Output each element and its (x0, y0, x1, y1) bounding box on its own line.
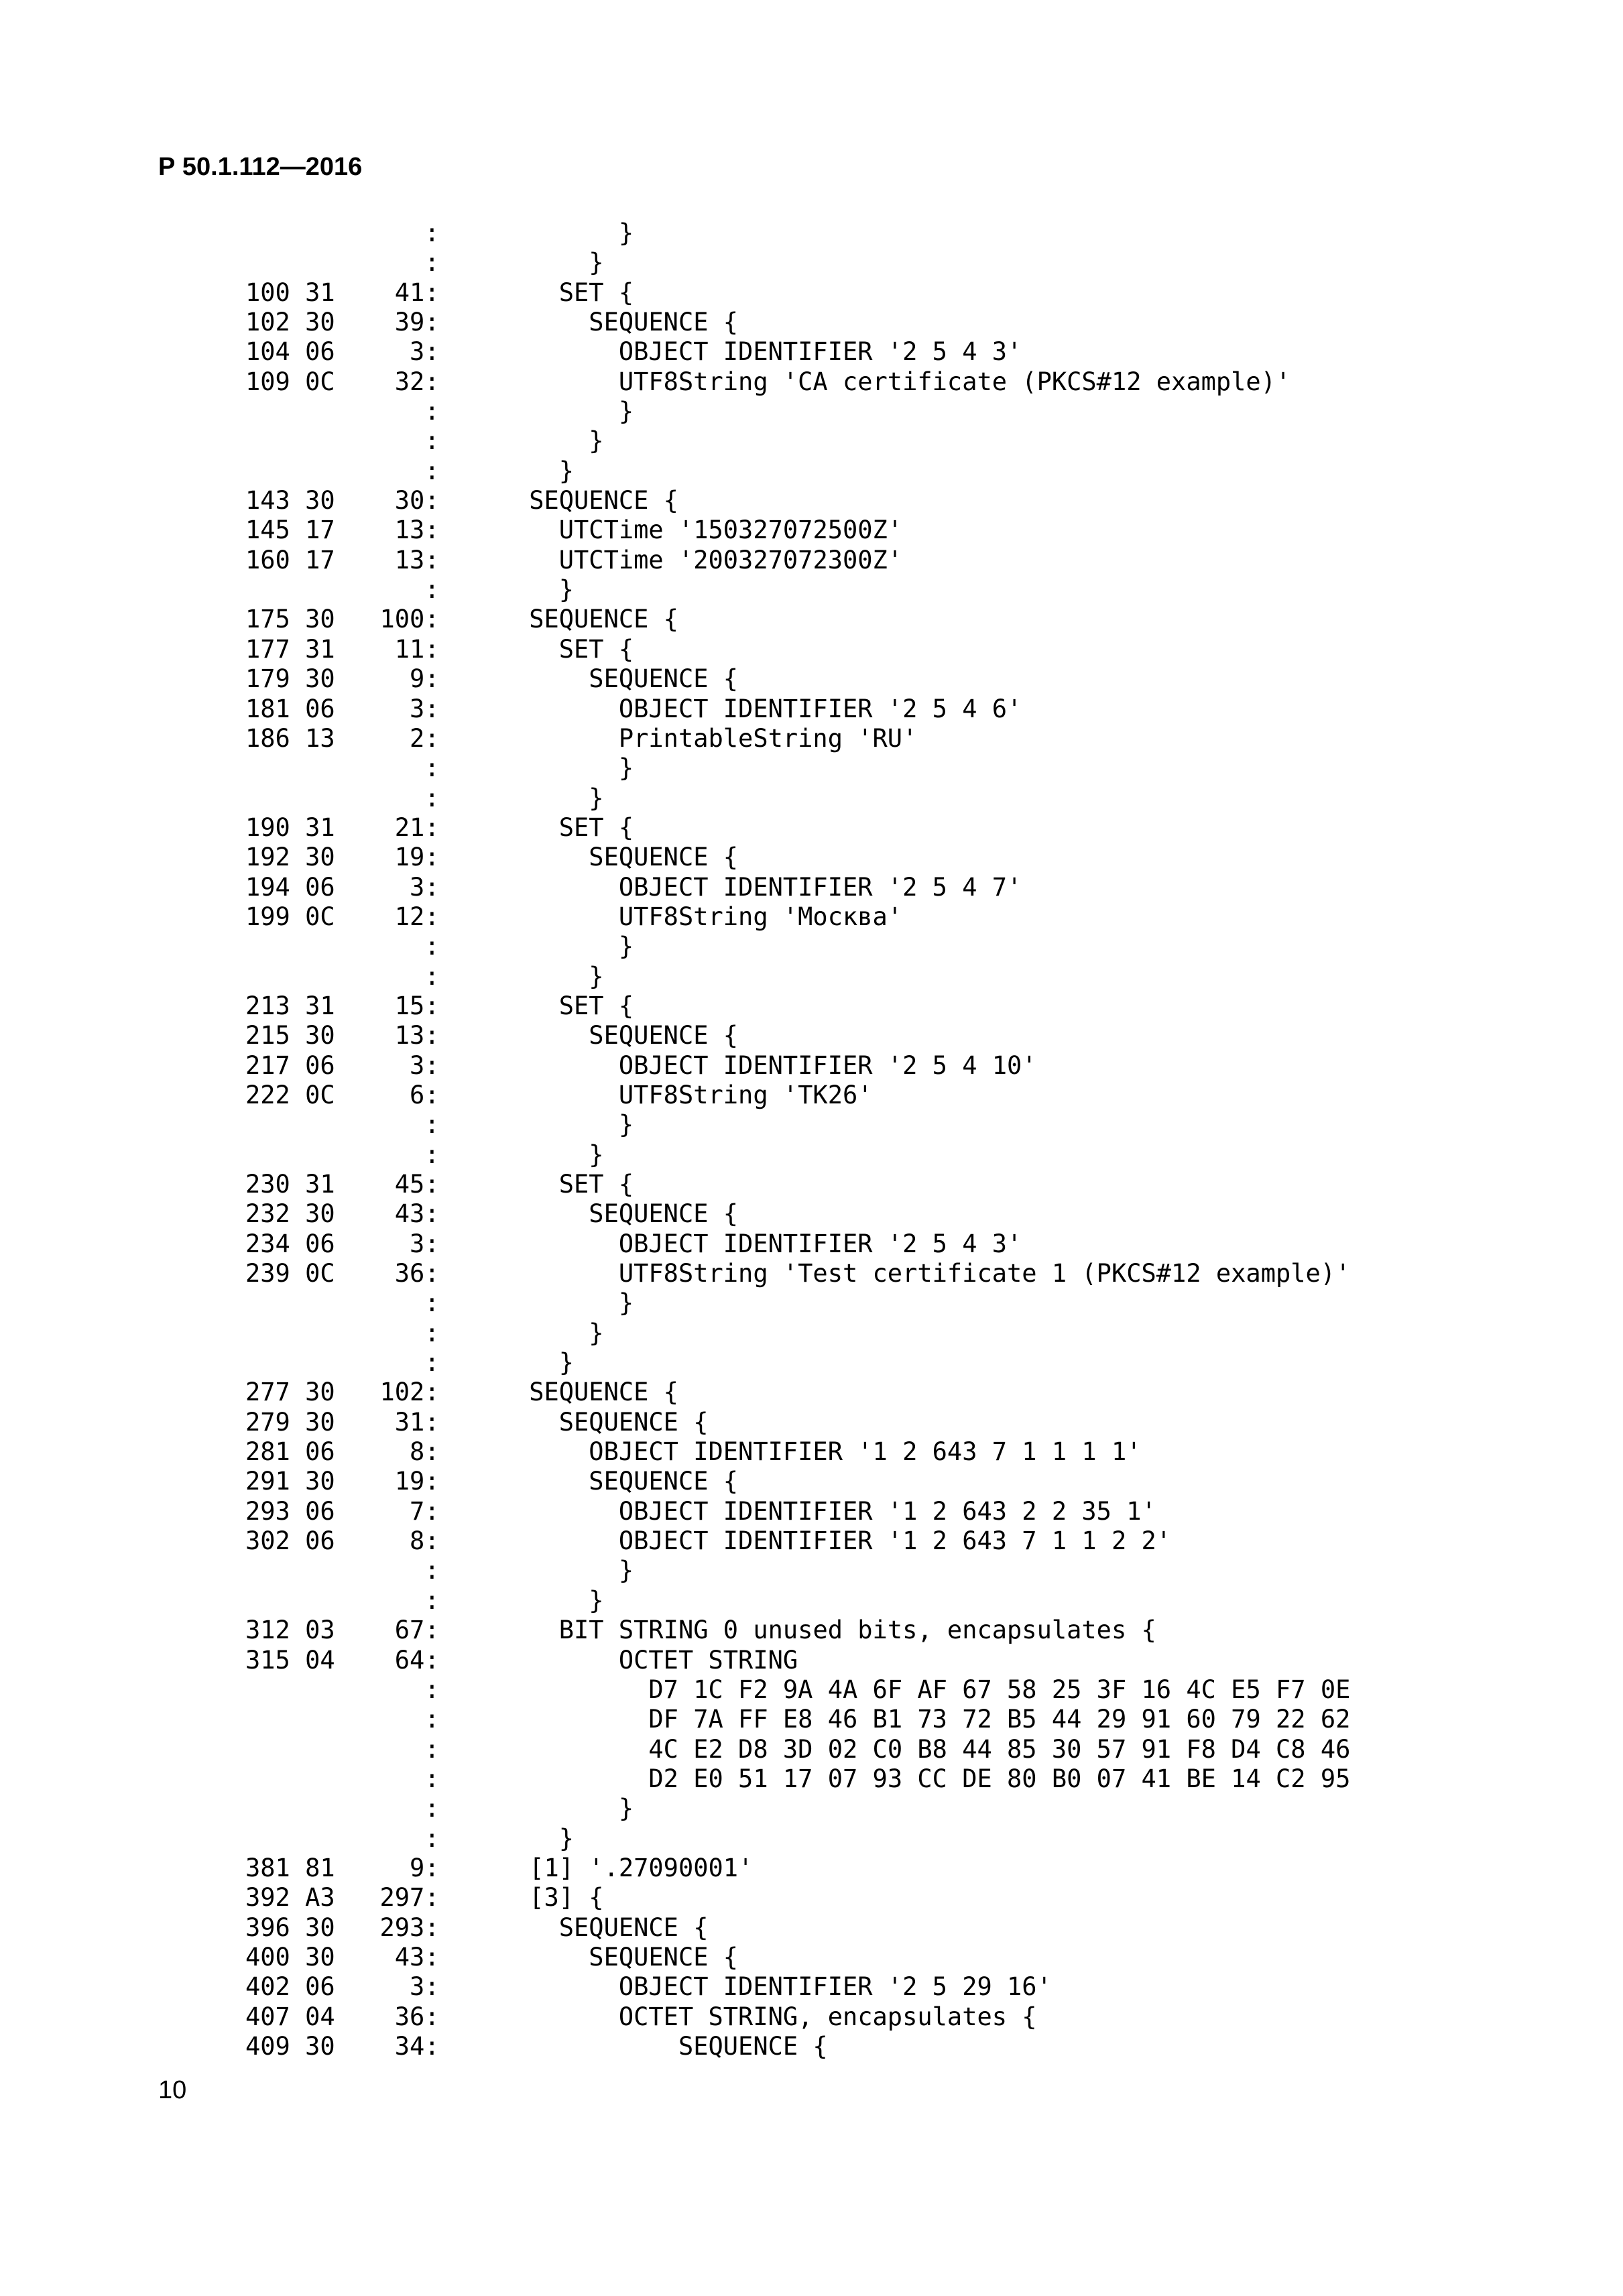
length-field: : (424, 1288, 440, 1318)
asn1-structure-text: SEQUENCE { (558, 1913, 709, 1942)
length-field: 3: (409, 1229, 440, 1258)
listing-line (245, 1319, 1350, 1348)
tag-byte: 06 (305, 1972, 335, 2002)
asn1-structure-text: } (618, 397, 634, 426)
tag-byte: 30 (305, 605, 335, 634)
length-field: : (424, 753, 440, 783)
asn1-structure-text: UTF8String 'Москва' (618, 902, 903, 931)
asn1-structure-text: OCTET STRING (618, 1645, 798, 1675)
listing-line (245, 1081, 1350, 1110)
length-field: : (424, 426, 440, 456)
length-field: 297: (379, 1883, 440, 1913)
length-field: : (424, 1318, 440, 1347)
asn1-structure-text: D7 1C F2 9A 4A 6F AF 67 58 25 3F 16 4C E5 F7 0E (648, 1675, 1351, 1704)
listing-line (245, 843, 1350, 872)
tag-byte: 03 (305, 1616, 335, 1645)
length-field: 19: (394, 1467, 440, 1496)
tag-byte: A3 (305, 1883, 335, 1913)
listing-line (245, 1051, 1350, 1081)
listing-line (245, 1199, 1350, 1229)
tag-byte: 04 (305, 1645, 335, 1675)
listing-line (245, 1883, 1350, 1913)
length-field: 30: (394, 486, 440, 516)
length-field: 36: (394, 1259, 440, 1288)
length-field: 45: (394, 1170, 440, 1199)
byte-offset: 179 (245, 664, 290, 694)
asn1-structure-text: } (558, 1348, 575, 1378)
tag-byte: 30 (305, 1942, 335, 1972)
asn1-structure-text: SET { (558, 634, 634, 664)
listing-line (245, 962, 1350, 991)
asn1-structure-text: } (589, 426, 604, 456)
asn1-structure-text: } (589, 1585, 604, 1615)
listing-line (245, 784, 1350, 813)
tag-byte: 30 (305, 486, 335, 516)
listing-line (245, 457, 1350, 486)
listing-line (245, 1556, 1350, 1585)
byte-offset: 222 (245, 1080, 290, 1109)
byte-offset: 145 (245, 516, 290, 545)
length-field: : (424, 1348, 440, 1378)
asn1-structure-text: SEQUENCE { (589, 664, 739, 694)
tag-byte: 06 (305, 1050, 335, 1080)
byte-offset: 230 (245, 1170, 290, 1199)
listing-line (245, 1824, 1350, 1854)
asn1-structure-text: OBJECT IDENTIFIER '2 5 29 16' (618, 1972, 1052, 2002)
length-field: 41: (394, 278, 440, 307)
length-field: 11: (394, 634, 440, 664)
length-field: 13: (394, 516, 440, 545)
tag-byte: 0C (305, 1259, 335, 1288)
tag-byte: 17 (305, 516, 335, 545)
asn1-structure-text: OBJECT IDENTIFIER '1 2 643 2 2 35 1' (618, 1496, 1156, 1526)
byte-offset: 217 (245, 1050, 290, 1080)
listing-line (245, 635, 1350, 664)
asn1-structure-text: 4C E2 D8 3D 02 C0 B8 44 85 30 57 91 F8 D4 C8 46 (648, 1734, 1351, 1764)
byte-offset: 239 (245, 1259, 290, 1288)
byte-offset: 186 (245, 723, 290, 753)
length-field: 100: (379, 605, 440, 634)
listing-line (245, 2002, 1350, 2032)
length-field: 31: (394, 1407, 440, 1437)
byte-offset: 312 (245, 1616, 290, 1645)
listing-line (245, 1646, 1350, 1675)
length-field: : (424, 1556, 440, 1585)
asn1-structure-text: SEQUENCE { (589, 1021, 739, 1050)
listing-line (245, 902, 1350, 932)
listing-line (245, 1526, 1350, 1556)
tag-byte: 31 (305, 634, 335, 664)
length-field: 15: (394, 991, 440, 1020)
listing-line (245, 694, 1350, 724)
listing-line (245, 278, 1350, 308)
length-field: 21: (394, 812, 440, 842)
tag-byte: 06 (305, 872, 335, 902)
length-field: : (424, 1675, 440, 1704)
byte-offset: 109 (245, 367, 290, 396)
asn1-structure-text: SEQUENCE { (589, 308, 739, 337)
listing-line (245, 1972, 1350, 2002)
asn1-structure-text: UTF8String 'TK26' (618, 1080, 873, 1109)
length-field: : (424, 219, 440, 247)
byte-offset: 102 (245, 308, 290, 337)
listing-line (245, 426, 1350, 456)
tag-byte: 06 (305, 1437, 335, 1467)
asn1-structure-text: OBJECT IDENTIFIER '1 2 643 7 1 1 2 2' (618, 1526, 1172, 1556)
byte-offset: 104 (245, 337, 290, 367)
length-field: 67: (394, 1616, 440, 1645)
tag-byte: 06 (305, 694, 335, 723)
byte-offset: 143 (245, 486, 290, 516)
asn1-structure-text: SEQUENCE { (678, 2031, 828, 2061)
tag-byte: 0C (305, 902, 335, 931)
tag-byte: 30 (305, 1467, 335, 1496)
tag-byte: 30 (305, 1913, 335, 1942)
asn1-structure-text: SEQUENCE { (529, 605, 678, 634)
asn1-structure-text: } (618, 219, 634, 247)
tag-byte: 04 (305, 2002, 335, 2031)
byte-offset: 100 (245, 278, 290, 307)
listing-line (245, 248, 1350, 278)
tag-byte: 0C (305, 1080, 335, 1109)
listing-line (245, 1913, 1350, 1943)
asn1-structure-text: PrintableString 'RU' (618, 723, 918, 753)
tag-byte: 30 (305, 843, 335, 872)
asn1-structure-text: SEQUENCE { (589, 843, 739, 872)
listing-line (245, 1943, 1350, 1972)
document-header: Р 50.1.112—2016 (158, 153, 363, 181)
listing-line (245, 397, 1350, 426)
tag-byte: 30 (305, 1407, 335, 1437)
listing-line (245, 1586, 1350, 1616)
length-field: 9: (409, 664, 440, 694)
listing-line (245, 1229, 1350, 1259)
tag-byte: 31 (305, 812, 335, 842)
length-field: : (424, 1705, 440, 1734)
listing-line (245, 1735, 1350, 1764)
length-field: 43: (394, 1942, 440, 1972)
byte-offset: 279 (245, 1407, 290, 1437)
listing-line (245, 337, 1350, 367)
length-field: : (424, 1794, 440, 1823)
asn1-structure-text: } (618, 1110, 634, 1140)
length-field: 9: (409, 1853, 440, 1882)
asn1-structure-text: SEQUENCE { (589, 1199, 739, 1229)
byte-offset: 402 (245, 1972, 290, 2002)
asn1-structure-text: OBJECT IDENTIFIER '2 5 4 3' (618, 1229, 1022, 1258)
length-field: : (424, 248, 440, 278)
listing-line (245, 605, 1350, 634)
asn1-structure-text: SEQUENCE { (589, 1467, 739, 1496)
listing-line (245, 1467, 1350, 1496)
asn1-structure-text: } (618, 1288, 634, 1318)
byte-offset: 400 (245, 1942, 290, 1972)
tag-byte: 30 (305, 2031, 335, 2061)
length-field: : (424, 456, 440, 485)
asn1-structure-text: SEQUENCE { (589, 1942, 739, 1972)
listing-line (245, 1140, 1350, 1170)
asn1-structure-text: } (558, 1823, 575, 1853)
tag-byte: 30 (305, 664, 335, 694)
listing-line (245, 753, 1350, 783)
length-field: 293: (379, 1913, 440, 1942)
byte-offset: 291 (245, 1467, 290, 1496)
tag-byte: 06 (305, 337, 335, 367)
byte-offset: 199 (245, 902, 290, 931)
listing-line (245, 991, 1350, 1021)
asn1-structure-text: OBJECT IDENTIFIER '2 5 4 10' (618, 1050, 1037, 1080)
byte-offset: 177 (245, 634, 290, 664)
listing-line (245, 1497, 1350, 1526)
asn1-structure-text: } (618, 932, 634, 961)
tag-byte: 30 (305, 1021, 335, 1050)
listing-line (245, 1764, 1350, 1794)
listing-line (245, 1288, 1350, 1318)
length-field: 3: (409, 872, 440, 902)
length-field: 13: (394, 545, 440, 575)
length-field: 43: (394, 1199, 440, 1229)
tag-byte: 0C (305, 367, 335, 396)
asn1-structure-text: D2 E0 51 17 07 93 CC DE 80 B0 07 41 BE 14 C2 95 (648, 1764, 1351, 1793)
byte-offset: 160 (245, 545, 290, 575)
byte-offset: 215 (245, 1021, 290, 1050)
length-field: 39: (394, 308, 440, 337)
tag-byte: 06 (305, 1229, 335, 1258)
listing-line (245, 1616, 1350, 1645)
asn1-structure-text: OCTET STRING, encapsulates { (618, 2002, 1037, 2031)
asn1-structure-text: } (558, 575, 575, 605)
listing-line (245, 1675, 1350, 1705)
asn1-structure-text: } (589, 248, 604, 278)
listing-line (245, 575, 1350, 605)
length-field: 13: (394, 1021, 440, 1050)
byte-offset: 181 (245, 694, 290, 723)
listing-line (245, 1170, 1350, 1199)
length-field: 6: (409, 1080, 440, 1109)
byte-offset: 192 (245, 843, 290, 872)
listing-line (245, 1110, 1350, 1140)
listing-line (245, 664, 1350, 694)
listing-line (245, 1705, 1350, 1734)
asn1-structure-text: UTF8String 'Test certificate 1 (PKCS#12 example)' (618, 1259, 1351, 1288)
asn1-structure-text: UTF8String 'CA certificate (PKCS#12 example)' (618, 367, 1291, 396)
byte-offset: 277 (245, 1378, 290, 1407)
length-field: : (424, 397, 440, 426)
tag-byte: 30 (305, 1199, 335, 1229)
listing-line (245, 308, 1350, 337)
length-field: : (424, 1110, 440, 1140)
tag-byte: 30 (305, 1378, 335, 1407)
byte-offset: 234 (245, 1229, 290, 1258)
length-field: 3: (409, 694, 440, 723)
tag-byte: 81 (305, 1853, 335, 1882)
byte-offset: 302 (245, 1526, 290, 1556)
asn1-structure-text: SEQUENCE { (558, 1407, 709, 1437)
byte-offset: 213 (245, 991, 290, 1020)
length-field: 102: (379, 1378, 440, 1407)
listing-line (245, 813, 1350, 843)
length-field: 32: (394, 367, 440, 396)
asn1-structure-text: } (558, 456, 575, 485)
asn1-structure-text: } (589, 783, 604, 812)
length-field: : (424, 932, 440, 961)
tag-byte: 31 (305, 278, 335, 307)
listing-line (245, 873, 1350, 902)
length-field: : (424, 575, 440, 605)
byte-offset: 293 (245, 1496, 290, 1526)
tag-byte: 30 (305, 308, 335, 337)
byte-offset: 175 (245, 605, 290, 634)
listing-line (245, 367, 1350, 397)
tag-byte: 17 (305, 545, 335, 575)
asn1-structure-text: } (618, 1556, 634, 1585)
asn1-structure-text: SEQUENCE { (529, 486, 678, 516)
asn1-structure-text: OBJECT IDENTIFIER '2 5 4 6' (618, 694, 1022, 723)
tag-byte: 13 (305, 723, 335, 753)
length-field: : (424, 1140, 440, 1169)
asn1-structure-text: OBJECT IDENTIFIER '2 5 4 7' (618, 872, 1022, 902)
listing-line (245, 1437, 1350, 1467)
length-field: 7: (409, 1496, 440, 1526)
listing-line (245, 2032, 1350, 2061)
listing-line (245, 546, 1350, 575)
listing-line (245, 486, 1350, 516)
asn1-dump-listing (245, 219, 1350, 2061)
length-field: 34: (394, 2031, 440, 2061)
length-field: 64: (394, 1645, 440, 1675)
asn1-structure-text: } (589, 1318, 604, 1347)
asn1-structure-text: UTCTime '200327072300Z' (558, 545, 903, 575)
asn1-structure-text: SET { (558, 278, 634, 307)
tag-byte: 06 (305, 1526, 335, 1556)
listing-line (245, 1378, 1350, 1407)
listing-line (245, 1408, 1350, 1437)
tag-byte: 06 (305, 1496, 335, 1526)
byte-offset: 232 (245, 1199, 290, 1229)
listing-line (245, 1259, 1350, 1288)
byte-offset: 381 (245, 1853, 290, 1882)
length-field: 12: (394, 902, 440, 931)
length-field: 3: (409, 1972, 440, 2002)
length-field: : (424, 783, 440, 812)
asn1-structure-text: [1] '.27090001' (529, 1853, 754, 1882)
asn1-structure-text: } (589, 961, 604, 991)
byte-offset: 315 (245, 1645, 290, 1675)
listing-line (245, 219, 1350, 248)
length-field: : (424, 1585, 440, 1615)
asn1-structure-text: SEQUENCE { (529, 1378, 678, 1407)
asn1-structure-text: OBJECT IDENTIFIER '1 2 643 7 1 1 1 1' (589, 1437, 1142, 1467)
asn1-structure-text: SET { (558, 1170, 634, 1199)
length-field: : (424, 961, 440, 991)
tag-byte: 31 (305, 991, 335, 1020)
asn1-structure-text: SET { (558, 991, 634, 1020)
length-field: : (424, 1734, 440, 1764)
asn1-structure-text: OBJECT IDENTIFIER '2 5 4 3' (618, 337, 1022, 367)
length-field: 36: (394, 2002, 440, 2031)
listing-line (245, 1794, 1350, 1823)
byte-offset: 281 (245, 1437, 290, 1467)
asn1-structure-text: BIT STRING 0 unused bits, encapsulates { (558, 1616, 1156, 1645)
tag-byte: 31 (305, 1170, 335, 1199)
length-field: 2: (409, 723, 440, 753)
asn1-structure-text: } (589, 1140, 604, 1169)
listing-line (245, 1021, 1350, 1050)
asn1-structure-text: } (618, 1794, 634, 1823)
byte-offset: 392 (245, 1883, 290, 1913)
length-field: 8: (409, 1526, 440, 1556)
asn1-structure-text: UTCTime '150327072500Z' (558, 516, 903, 545)
length-field: : (424, 1764, 440, 1793)
asn1-structure-text: } (618, 753, 634, 783)
byte-offset: 409 (245, 2031, 290, 2061)
length-field: 3: (409, 337, 440, 367)
length-field: 3: (409, 1050, 440, 1080)
listing-line (245, 932, 1350, 961)
listing-line (245, 1854, 1350, 1883)
byte-offset: 407 (245, 2002, 290, 2031)
listing-line (245, 516, 1350, 545)
asn1-structure-text: [3] { (529, 1883, 604, 1913)
listing-line (245, 1348, 1350, 1378)
byte-offset: 396 (245, 1913, 290, 1942)
page-number: 10 (158, 2076, 187, 2104)
length-field: 8: (409, 1437, 440, 1467)
listing-line (245, 724, 1350, 753)
asn1-structure-text: DF 7A FF E8 46 B1 73 72 B5 44 29 91 60 79 22 62 (648, 1705, 1351, 1734)
length-field: : (424, 1823, 440, 1853)
length-field: 19: (394, 843, 440, 872)
asn1-structure-text: SET { (558, 812, 634, 842)
byte-offset: 194 (245, 872, 290, 902)
byte-offset: 190 (245, 812, 290, 842)
